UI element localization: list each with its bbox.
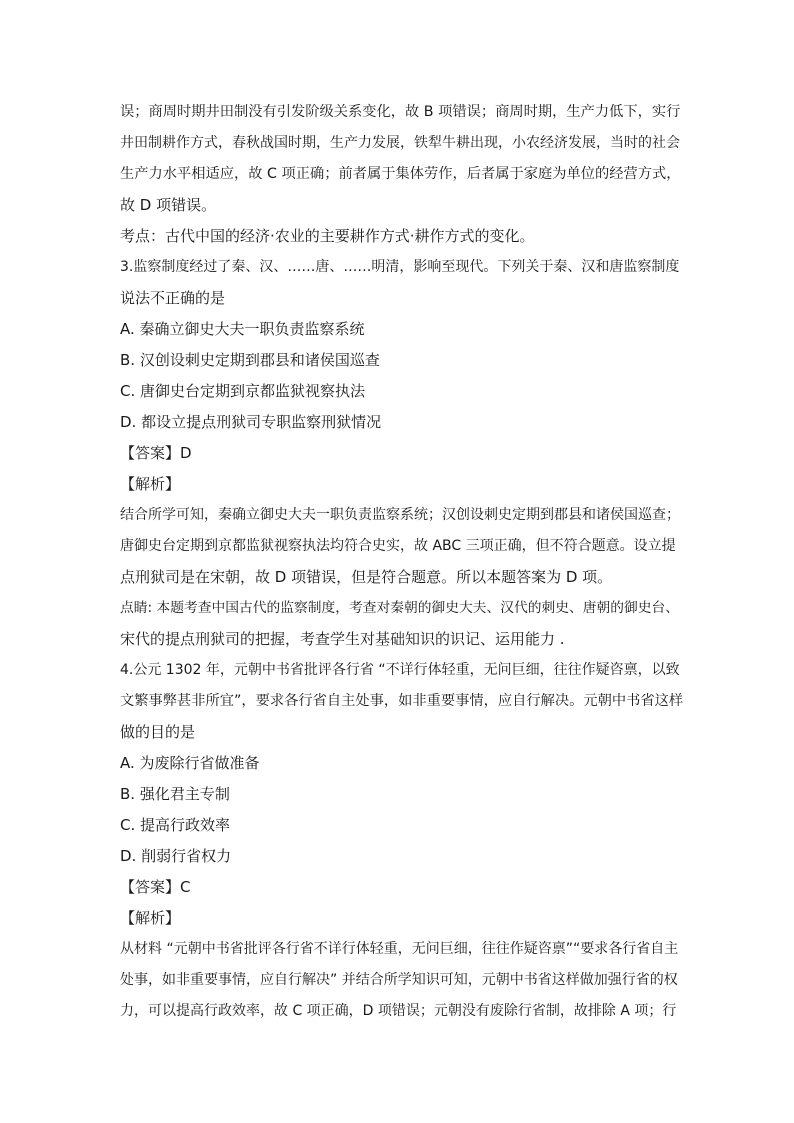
answer-label: 【答案】D: [120, 444, 192, 462]
option-d: D. 削弱行省权力: [120, 847, 232, 865]
text-line: 结合所学可知，秦确立御史大夫一职负责监察系统；汉创设刺史定期到郡县和诸侯国巡查；: [120, 507, 680, 523]
text-line: 点睛: 本题考查中国古代的监察制度，考查对秦朝的御史大夫、汉代的刺史、唐朝的御史台、: [120, 600, 680, 616]
option-b: B. 汉创设刺史定期到郡县和诸侯国巡查: [120, 351, 380, 369]
analysis-label: 【解析】: [120, 475, 181, 493]
text-line: 宋代的提点刑狱司的把握，考查学生对基础知识的识记、运用能力 .: [120, 630, 565, 648]
question-3-stem: 3.监察制度经过了秦、汉、……唐、……明清，影响至现代。下列关于秦、汉和唐监察制度: [120, 259, 680, 275]
text-line: 井田制耕作方式，春秋战国时期，生产力发展，铁犁牛耕出现，小农经济发展，当时的社会: [120, 135, 680, 151]
option-a: A. 为废除行省做准备: [120, 754, 260, 772]
option-c: C. 提高行政效率: [120, 816, 231, 834]
text-line: 唐御史台定期到京都监狱视察执法均符合史实，故 ABC 三项正确，但不符合题意。设立提: [120, 538, 676, 554]
text-line: 点刑狱司是在宋朝，故 D 项错误，但是符合题意。所以本题答案为 D 项。: [120, 568, 613, 586]
question-4-stem: 文繁事弊甚非所宜”，要求各行省自主处事，如非重要事情，应自行解决。元朝中书省这样: [120, 693, 684, 709]
option-d: D. 都设立提点刑狱司专职监察刑狱情况: [120, 413, 382, 431]
text-line: 力，可以提高行政效率，故 C 项正确，D 项错误；元朝没有废除行省制，故排除 A 项；行: [120, 1003, 677, 1019]
question-4-stem: 做的目的是: [120, 723, 196, 741]
text-line: 故 D 项错误。: [120, 196, 217, 214]
answer-label: 【答案】C: [120, 878, 191, 896]
text-line: 误；商周时期井田制没有引发阶级关系变化，故 B 项错误；商周时期，生产力低下，实行: [120, 104, 681, 120]
question-3-stem: 说法不正确的是: [120, 289, 226, 307]
text-line: 从材料 “元朝中书省批评各行省不详行体轻重，无问巨细，往往作疑咨禀”“要求各行省自主: [120, 941, 679, 957]
text-line: 考点：古代中国的经济·农业的主要耕作方式·耕作方式的变化。: [120, 227, 535, 245]
text-line: 处事，如非重要事情，应自行解决” 并结合所学知识可知，元朝中书省这样做加强行省的权: [120, 972, 678, 988]
option-a: A. 秦确立御史大夫一职负责监察系统: [120, 320, 365, 338]
option-b: B. 强化君主专制: [120, 785, 230, 803]
analysis-label: 【解析】: [120, 909, 181, 927]
option-c: C. 唐御史台定期到京都监狱视察执法: [120, 382, 366, 400]
question-4-stem: 4.公元 1302 年，元朝中书省批评各行省 “不详行体轻重，无问巨细，往往作疑咨禀，以致: [120, 662, 680, 678]
text-line: 生产力水平相适应，故 C 项正确；前者属于集体劳作，后者属于家庭为单位的经营方式，: [120, 166, 681, 182]
